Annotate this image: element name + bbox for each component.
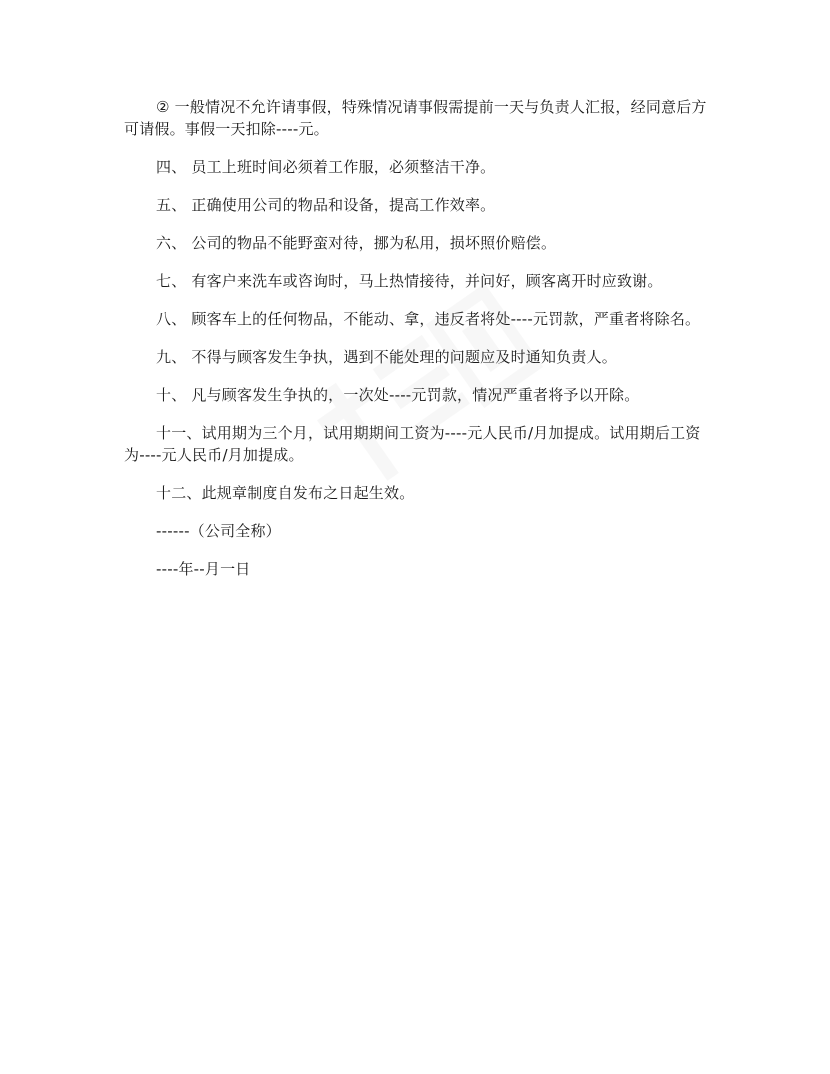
paragraph-rule-7-customers: 七、 有客户来洗车或咨询时，马上热情接待，并问好，顾客离开时应致谢。 [156,272,663,290]
paragraph-rule-12-effective: 十二、此规章制度自发布之日起生效。 [156,484,415,502]
paragraph-rule-9-disputes: 九、 不得与顾客发生争执，遇到不能处理的问题应及时通知负责人。 [156,348,617,366]
document-body [124,96,714,596]
company-name-line: ------（公司全称） [156,522,281,540]
paragraph-rule-10-dispute-penalty: 十、 凡与顾客发生争执的，一次处----元罚款，情况严重者将予以开除。 [156,386,640,404]
paragraph-rule-6-property: 六、 公司的物品不能野蛮对待，挪为私用，损坏照价赔偿。 [156,234,557,252]
date-line: ----年--月一日 [156,560,251,578]
paragraph-rule-4-uniform: 四、 员工上班时间必须着工作服，必须整洁干净。 [156,158,496,176]
paragraph-rule-8-customer-items: 八、 顾客车上的任何物品，不能动、拿，违反者将处----元罚款，严重者将除名。 [156,310,701,328]
paragraph-rule-11-probation: 十一、试用期为三个月，试用期期间工资为----元人民币/月加提成。试用期后工资为----元人民币/月加提成。 [124,424,701,464]
paragraph-rule-5-equipment: 五、 正确使用公司的物品和设备，提高工作效率。 [156,196,496,214]
paragraph-leave-policy: ② 一般情况不允许请事假，特殊情况请事假需提前一天与负责人汇报，经同意后方可请假。事假一天扣除----元。 [124,98,707,138]
